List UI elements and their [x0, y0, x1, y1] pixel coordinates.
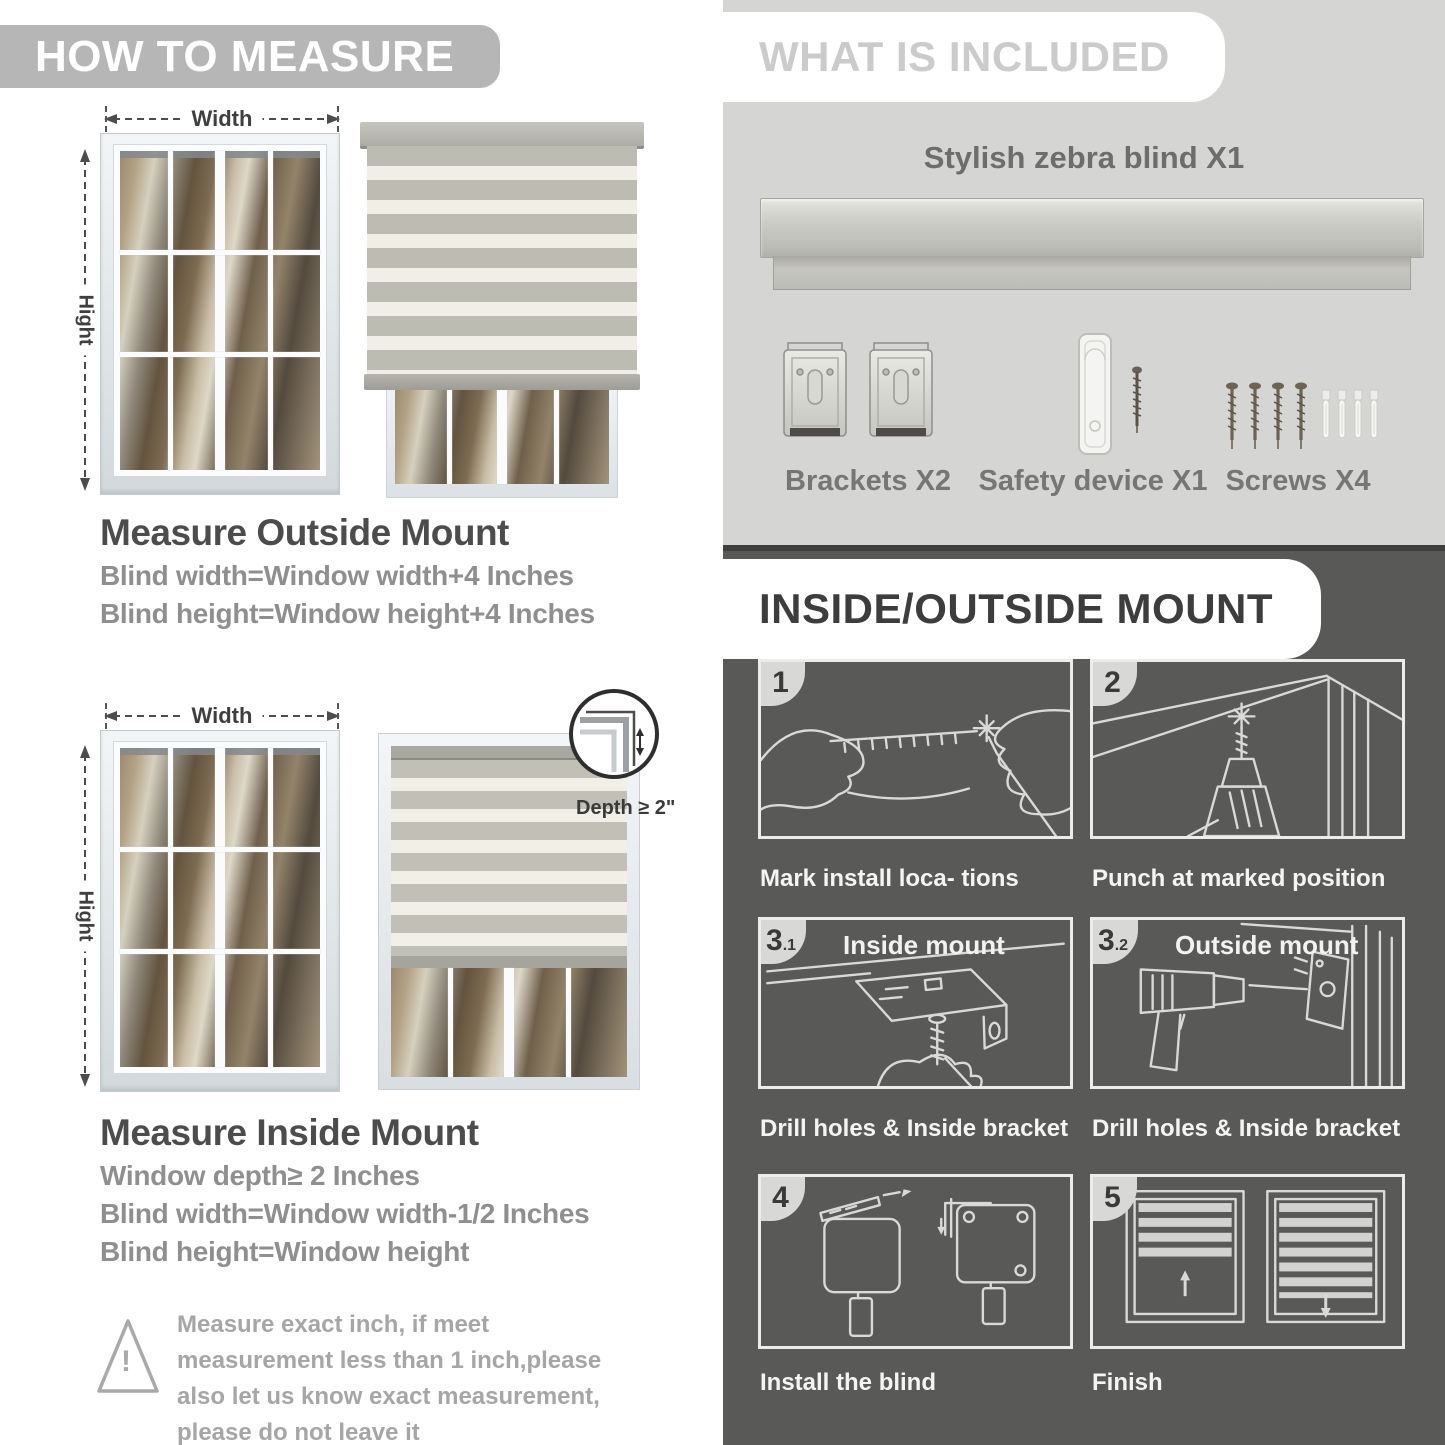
- window-photo-illustration: [100, 730, 340, 1092]
- how-to-measure-banner: [0, 25, 500, 88]
- width-measure-inside: [103, 703, 341, 728]
- blind-bottom-rail: [364, 374, 640, 390]
- window-opening: [391, 746, 627, 1077]
- height-label: Hight: [74, 284, 97, 355]
- step-number-badge: 3 .1: [761, 920, 806, 964]
- warning-exclamation: !: [121, 1345, 131, 1378]
- what-is-included-title: WHAT IS INCLUDED: [759, 33, 1170, 80]
- zebra-blind-headrail-image: [760, 198, 1422, 293]
- step-3-1-panel: [758, 917, 1073, 1089]
- step-2: [1090, 659, 1405, 893]
- depth-magnifier-icon: [568, 688, 660, 780]
- step-1-caption: Mark install loca- tions: [760, 865, 1019, 892]
- window-muntin: [120, 352, 320, 357]
- step-number-badge: 2: [1093, 662, 1137, 706]
- step-4-caption: Install the blind: [760, 1369, 937, 1396]
- step-3-2-panel: [1090, 917, 1405, 1089]
- window-frame: [378, 733, 640, 1090]
- window-muntin: [120, 250, 320, 255]
- step-number-badge: 1: [761, 662, 805, 706]
- warning-text: Measure exact inch, if meet measurement less than 1 inch,please also let us know exact measurement, please do not leave it: [177, 1311, 602, 1445]
- how-to-measure-section: [0, 0, 722, 1445]
- tape-measure-illustration: [761, 662, 1070, 836]
- width-measure-outside: [103, 106, 341, 131]
- outside-mount-formula: Blind width=Window width+4 Inches: [100, 560, 574, 591]
- step-5-panel: [1090, 1174, 1405, 1349]
- outside-mount-heading: Measure Outside Mount: [100, 512, 509, 553]
- inside-mount-heading: Measure Inside Mount: [100, 1112, 479, 1153]
- screws-image: [1218, 378, 1383, 463]
- blind-cassette: [360, 122, 644, 149]
- window-muntin: [168, 748, 173, 1067]
- zebra-stripes-shade: [367, 146, 637, 374]
- mount-header-title: INSIDE/OUTSIDE MOUNT: [759, 585, 1274, 632]
- drill-ceiling-illustration: [1093, 662, 1402, 836]
- window-glass-photo: [395, 382, 609, 484]
- step-3-2: [1090, 917, 1405, 1143]
- screws-label: Screws X4: [1225, 465, 1371, 497]
- product-label: Stylish zebra blind X1: [923, 140, 1245, 175]
- step-3-2-caption: Drill holes & Inside bracket: [1092, 1115, 1401, 1142]
- window-muntin: [268, 151, 273, 470]
- step-4-panel: [758, 1174, 1073, 1349]
- step-3-1-caption: Drill holes & Inside bracket: [760, 1115, 1069, 1142]
- window-muntin: [168, 151, 173, 470]
- brackets-image: [780, 340, 940, 450]
- what-is-included-section: [723, 0, 1445, 545]
- height-measure-inside: [74, 744, 97, 1088]
- window-center-divider: [497, 382, 507, 484]
- window-muntin: [554, 382, 559, 484]
- step-3-1: [758, 917, 1073, 1143]
- window-frame: [100, 133, 340, 495]
- how-to-measure-title: HOW TO MEASURE: [35, 32, 455, 81]
- window-center-divider: [215, 748, 225, 1067]
- blind-outside-illustration: [360, 122, 644, 498]
- window-photo-illustration: [100, 133, 340, 495]
- step-5: [1090, 1174, 1405, 1397]
- outside-mount-formula: Blind height=Window height+4 Inches: [100, 598, 595, 629]
- depth-requirement-label: Depth ≥ 2": [576, 797, 676, 819]
- install-blind-illustration: [761, 1177, 1070, 1346]
- mount-instructions-section: [723, 545, 1445, 1445]
- window-muntin: [120, 949, 320, 954]
- step-2-panel: [1090, 659, 1405, 839]
- safety-device-image: [1053, 332, 1163, 460]
- zebra-stripes-shade: [391, 760, 627, 956]
- outside-mount-panel-title: Outside mount: [1175, 930, 1359, 960]
- width-label: Width: [182, 106, 263, 132]
- inside-mount-formula: Window depth≥ 2 Inches: [100, 1160, 420, 1191]
- window-glass-photo: [391, 968, 627, 1077]
- inside-mount-panel-title: Inside mount: [843, 930, 1005, 960]
- window-glass-photo: [114, 742, 326, 1073]
- inside-mount-formula: Blind height=Window height: [100, 1236, 470, 1267]
- step-number-badge: 3 .2: [1093, 920, 1138, 964]
- step-4: [758, 1174, 1073, 1397]
- step-1-panel: [758, 659, 1073, 839]
- what-is-included-banner: [723, 12, 1225, 102]
- window-glass-photo: [114, 145, 326, 476]
- window-muntin: [268, 748, 273, 1067]
- window-muntin: [566, 968, 571, 1077]
- window-behind-blind: [386, 374, 618, 498]
- step-5-caption: Finish: [1092, 1369, 1163, 1396]
- mount-header-banner: [723, 559, 1321, 659]
- measurement-warning: [95, 1305, 640, 1445]
- inside-mount-formula: Blind width=Window width-1/2 Inches: [100, 1198, 590, 1229]
- brackets-label: Brackets X2: [785, 465, 952, 497]
- safety-device-label: Safety device X1: [978, 465, 1208, 497]
- window-muntin: [120, 847, 320, 852]
- step-number-badge: 4: [761, 1177, 805, 1221]
- width-label: Width: [182, 703, 263, 729]
- window-frame: [100, 730, 340, 1092]
- step-2-caption: Punch at marked position: [1092, 865, 1386, 892]
- headrail-cassette: [760, 198, 1424, 258]
- window-center-divider: [504, 968, 514, 1077]
- window-muntin: [448, 968, 453, 1077]
- finished-blinds-illustration: [1093, 1177, 1402, 1346]
- headrail-valance: [773, 256, 1411, 290]
- window-muntin: [447, 382, 452, 484]
- window-center-divider: [215, 151, 225, 470]
- blind-inside-illustration: [378, 733, 676, 1090]
- step-1: [758, 659, 1073, 893]
- step-number-badge: 5: [1093, 1177, 1137, 1221]
- height-measure-outside: [74, 148, 97, 492]
- height-label: Hight: [74, 880, 97, 951]
